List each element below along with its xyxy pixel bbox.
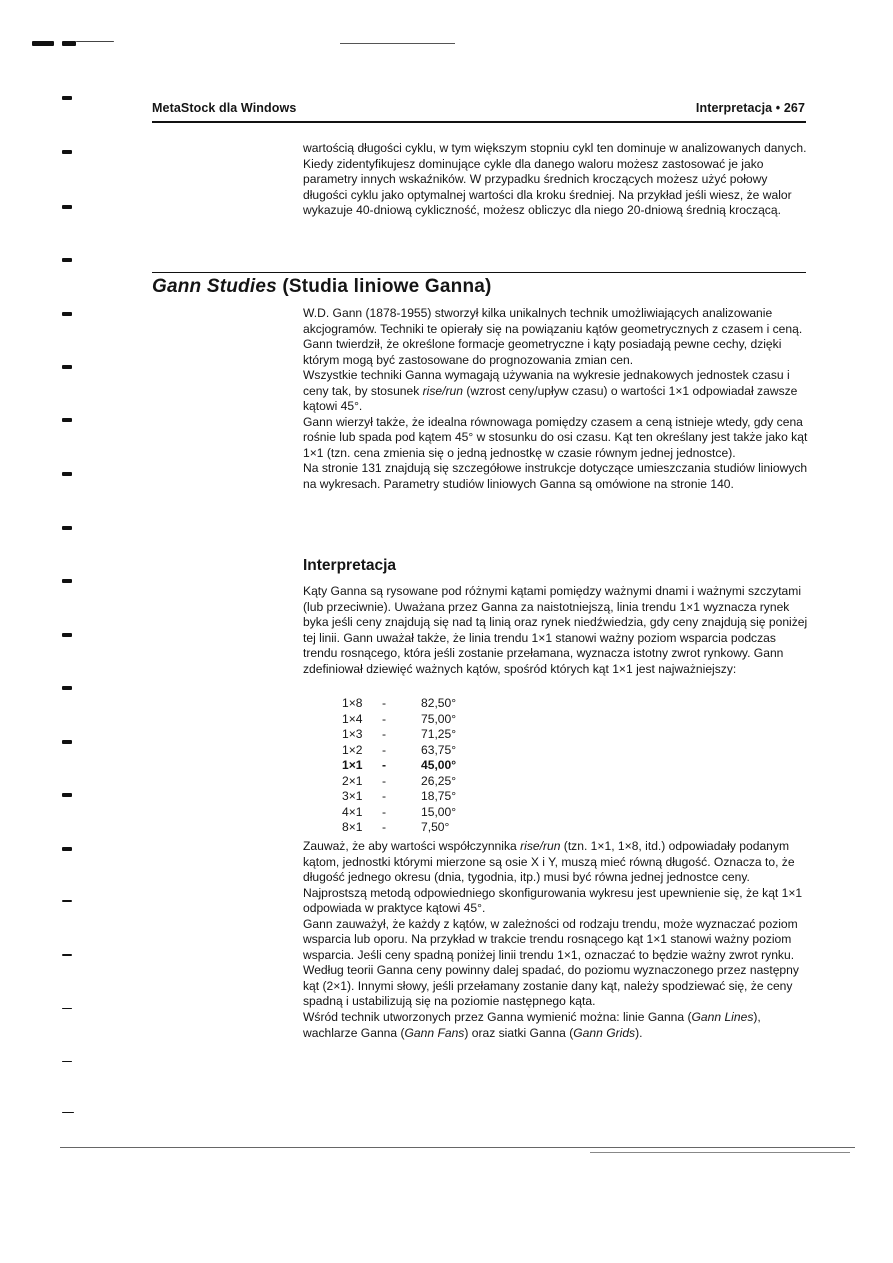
paragraph: W.D. Gann (1878-1955) stworzył kilka unikalnych technik umożliwiających analizowanie akcjogramów. Techniki te opierały się na powiązaniu kątów geometrycznych z czasem i ceną. Gann twierdził, że określone formacje geometryczne i kąty posiadają pewne cechy, dzięki którym mogą być zastosowane do prognozowania zmian cen. bbox=[303, 306, 803, 367]
text-run: Zauważ, że aby wartości współczynnika bbox=[303, 839, 521, 853]
angle-angle: 82,50° bbox=[421, 696, 457, 710]
angle-row bbox=[342, 758, 481, 774]
scan-mark bbox=[62, 312, 72, 316]
angle-angle: 7,50° bbox=[421, 820, 450, 834]
angle-ratio: 2×1 bbox=[342, 773, 363, 788]
text-run-italic: rise/run bbox=[422, 383, 463, 398]
angle-ratio: 1×8 bbox=[342, 696, 363, 710]
scan-line bbox=[340, 43, 455, 44]
angle-angle: 15,00° bbox=[421, 804, 457, 819]
scan-mark bbox=[62, 472, 72, 476]
angle-dash: - bbox=[382, 711, 387, 726]
angle-table bbox=[342, 696, 481, 836]
angle-dash: - bbox=[382, 789, 387, 803]
scan-mark bbox=[62, 418, 72, 422]
angle-row bbox=[342, 727, 481, 743]
scan-mark bbox=[62, 258, 72, 262]
angle-dash: - bbox=[382, 773, 387, 788]
scan-mark bbox=[62, 633, 72, 637]
paragraph: Na stronie 131 znajdują się szczegółowe instrukcje dotyczące umieszczania studiów liniowych na wykresach. Parametry studiów liniowych Ganna są omówione na stronie 140. bbox=[303, 461, 808, 492]
interp-text-2 bbox=[303, 839, 813, 1041]
angle-angle: 63,75° bbox=[421, 742, 457, 757]
angle-ratio: 1×1 bbox=[342, 758, 363, 772]
text-run: ) oraz siatki Ganna ( bbox=[464, 1025, 574, 1040]
scan-mark bbox=[76, 41, 114, 42]
intro-text bbox=[303, 141, 813, 219]
scan-mark bbox=[62, 526, 72, 530]
paragraph: Kąty Ganna są rysowane pod różnymi kątami pomiędzy ważnymi dnami i ważnymi szczytami (lub przeciwnie). Uważana przez Ganna za naistotniejszą, linia trendu 1×1 wyznacza rynek byka jeśli ceny znajdują się nad tą linią oraz rynek niedźwiedzia, gdy ceny znajdują się poniżej tej linii. Gann uważał także, że linia trendu 1×1 stanowi ważny poziom wsparcia podczas trendu rosnącego, która jeśli zostanie przełamana, wyznacza istotny zwrot rynkowy. Gann zdefiniował dziewięć ważnych kątów, spośród których kąt 1×1 jest najważniejszy: bbox=[303, 584, 808, 676]
angle-angle: 71,25° bbox=[421, 727, 457, 741]
text-run: Wśród technik utworzonych przez Ganna wymienić można: linie Ganna ( bbox=[303, 1010, 692, 1025]
scan-line-bottom bbox=[590, 1152, 850, 1153]
angle-row bbox=[342, 789, 481, 805]
text-run: Wszystkie techniki Ganna wymagają używania na wykresie jednakowych jednostek czasu i ceny tak, by stosunek bbox=[303, 368, 790, 398]
angle-dash: - bbox=[382, 727, 387, 741]
paragraph: Gann wierzył także, że idealna równowaga pomiędzy czasem a ceną istnieje wtedy, gdy cena rośnie lub spada pod kątem 45° w stosunku do osi czasu. Kąt ten określany jest także jako kąt 1×1 (tzn. cena zmienia się o jedną jednostkę w czasie równym jednej jednostce). bbox=[303, 414, 808, 460]
angle-ratio: 1×2 bbox=[342, 742, 363, 757]
text-run: (tzn. 1×1, 1×8, itd.) odpowiadały podanym kątom, jednostki którymi mierzone są osie X i Y, muszą mieć równą długość. Oznacza to, że długość jednego okresu (dnia, tygodnia, itp.) musi być równa jednej jednostce ceny. Najprostszą metodą odpowiedniego skonfigurowania wykresu jest upewnienie się, że kąt 1×1 odpowiada w praktyce kątowi 45°. bbox=[303, 839, 803, 916]
scan-mark bbox=[62, 41, 76, 46]
angle-angle: 75,00° bbox=[421, 711, 457, 726]
paragraph: wartością długości cyklu, w tym większym stopniu cykl ten dominuje w analizowanych danych. bbox=[303, 141, 807, 155]
angle-ratio: 1×4 bbox=[342, 711, 363, 726]
angle-angle: 26,25° bbox=[421, 773, 457, 788]
text-run-italic: Gann Fans bbox=[404, 1025, 465, 1040]
section-rule bbox=[152, 272, 806, 273]
angle-row bbox=[342, 743, 481, 759]
text-run: ). bbox=[635, 1025, 643, 1040]
paragraph bbox=[303, 1010, 813, 1041]
angle-dash: - bbox=[382, 758, 387, 772]
angle-row bbox=[342, 805, 481, 821]
scan-mark bbox=[62, 96, 72, 100]
gann-text bbox=[303, 306, 813, 493]
text-run: ), wachlarze Ganna ( bbox=[303, 1010, 761, 1040]
section-title bbox=[152, 276, 492, 298]
scan-mark bbox=[62, 847, 72, 851]
angle-ratio: 8×1 bbox=[342, 820, 363, 834]
subheading-interpretacja: Interpretacja bbox=[303, 557, 397, 574]
text-run-italic: rise/run bbox=[520, 839, 561, 853]
paragraph: Kiedy zidentyfikujesz dominujące cykle dla danego waloru możesz zastosować je jako parametry innych wskaźników. W przypadku średnich kroczących możesz użyć połowy długości cyklu jako optymalnej wartości dla kroku średniej. Na przykład jeśli wiesz, że walor wykazuje 40-dniową cykliczność, możesz obliczyc dla niego 20-dniową średnią kroczącą. bbox=[303, 156, 792, 218]
angle-dash: - bbox=[382, 820, 387, 834]
angle-angle: 45,00° bbox=[421, 758, 457, 772]
scan-mark bbox=[62, 365, 72, 369]
paragraph: Gann zauważył, że każdy z kątów, w zależności od rodzaju trendu, może wyznaczać poziom wsparcia lub oporu. Na przykład w trakcie trendu rosnącego kąt 1×1 stanowi ważny poziom wsparcia. Jeśli ceny spadną poniżej linii trendu 1×1, oznaczać to będzie ważny zwrot rynku. Według teorii Ganna ceny powinny dalej spadać, do poziomu wyznaczonego przez następny kąt (2×1). Innymi słowy, jeśli przełamany zostanie dany kąt, należy spodziewać się, że ceny spadną i ustabilizują się na poziomie następnego kąta. bbox=[303, 916, 799, 1009]
section-title-pl: (Studia liniowe Ganna) bbox=[282, 276, 492, 297]
section-title-en: Gann Studies bbox=[152, 276, 277, 297]
angle-angle: 18,75° bbox=[421, 789, 457, 803]
running-header-left: MetaStock dla Windows bbox=[152, 101, 297, 115]
angle-row bbox=[342, 774, 481, 790]
scan-mark bbox=[32, 41, 54, 46]
scan-mark bbox=[62, 1008, 72, 1009]
scan-mark bbox=[62, 740, 72, 744]
interp-text-1 bbox=[303, 584, 813, 677]
angle-dash: - bbox=[382, 742, 387, 757]
angle-row bbox=[342, 712, 481, 728]
scan-mark bbox=[62, 686, 72, 690]
running-header-right: Interpretacja • 267 bbox=[695, 101, 805, 115]
scan-mark bbox=[62, 793, 72, 797]
angle-dash: - bbox=[382, 696, 387, 710]
scan-mark bbox=[62, 900, 72, 902]
angle-row bbox=[342, 820, 481, 836]
scan-mark bbox=[62, 1112, 74, 1113]
angle-ratio: 4×1 bbox=[342, 804, 363, 819]
scan-mark bbox=[62, 579, 72, 583]
scan-line-bottom bbox=[60, 1147, 855, 1148]
scan-mark bbox=[62, 1061, 72, 1062]
text-run-italic: Gann Lines bbox=[691, 1010, 754, 1025]
paragraph bbox=[303, 368, 813, 415]
scan-mark bbox=[62, 150, 72, 154]
header-rule bbox=[152, 121, 806, 123]
text-run: (wzrost ceny/upływ czasu) o wartości 1×1 odpowiadał zawsze kątowi 45°. bbox=[303, 383, 798, 414]
paragraph bbox=[303, 839, 813, 917]
angle-dash: - bbox=[382, 804, 387, 819]
angle-row bbox=[342, 696, 481, 712]
angle-ratio: 3×1 bbox=[342, 789, 363, 803]
scan-mark bbox=[62, 205, 72, 209]
angle-ratio: 1×3 bbox=[342, 727, 363, 741]
scan-mark bbox=[62, 954, 72, 956]
text-run-italic: Gann Grids bbox=[573, 1025, 636, 1040]
